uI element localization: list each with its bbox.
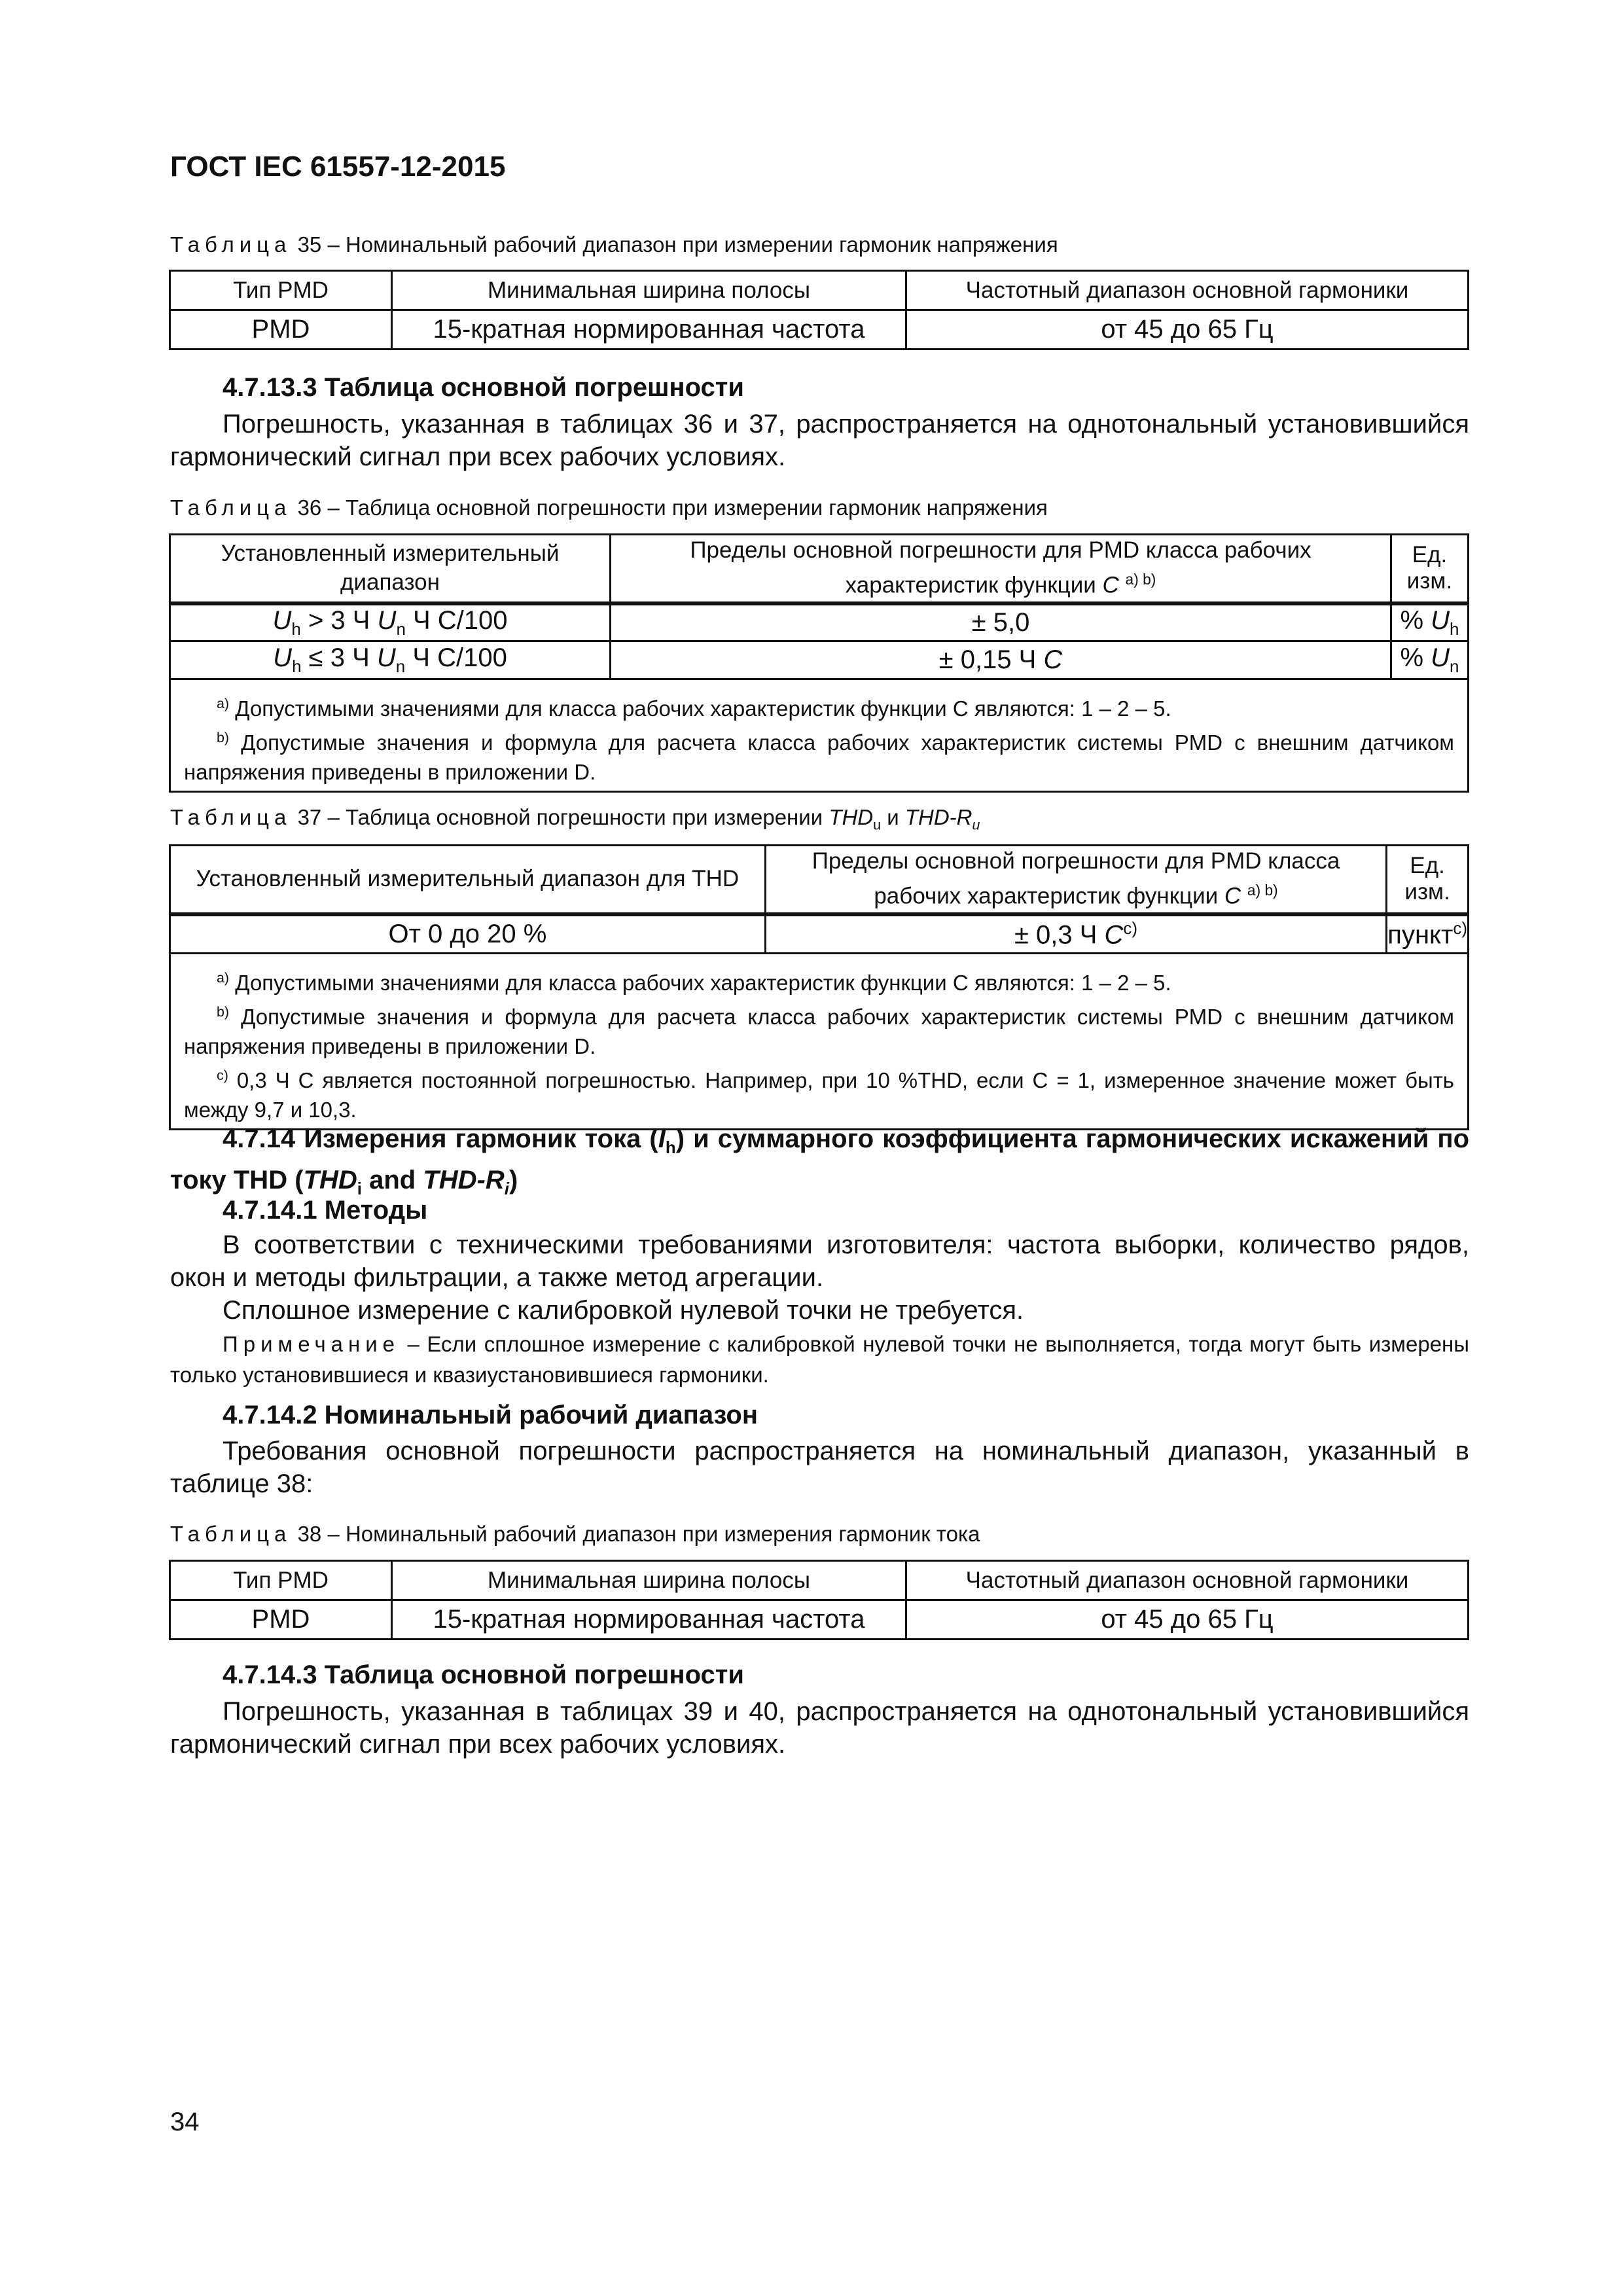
- table38-caption-word: Таблица: [170, 1522, 292, 1546]
- table35-header-bandwidth: Минимальная ширина полосы: [392, 271, 906, 310]
- table36-row2-range: [170, 641, 611, 679]
- table36-row1-range-u: U: [272, 605, 292, 635]
- table36-caption: [170, 495, 1048, 520]
- section-4-7-14-1-heading: 4.7.14.1 Методы: [223, 1196, 428, 1225]
- table36-header-limits-text: Пределы основной погрешности для PMD класса рабочих характеристик функции: [690, 537, 1311, 599]
- table36-footnote-a-mark: a): [217, 696, 230, 711]
- page-number: 34: [170, 2108, 200, 2136]
- table36-header-limits: [611, 535, 1391, 603]
- table36-row1-unit-u: U: [1431, 605, 1450, 635]
- section-4-7-14-heading-thdri: THD-R: [423, 1166, 505, 1194]
- table36-footnote-a: [184, 689, 1454, 723]
- table35-cell-freq: от 45 до 65 Гц: [906, 310, 1469, 350]
- table38-cell-bandwidth: 15-кратная нормированная частота: [392, 1600, 906, 1640]
- table37-footnote-a: [184, 963, 1454, 997]
- table37-footnotes: [170, 954, 1469, 1130]
- table36-row1-limit: ± 5,0: [611, 603, 1391, 641]
- section-4-7-14-heading: [170, 1122, 1469, 1205]
- table36-row2-range-sub: h: [292, 656, 302, 676]
- table37-footnote-b-mark: b): [217, 1004, 230, 1020]
- section-4-7-14-2-paragraph: Требования основной погрешности распространяется на номинальный диапазон, указанный в таблице 38:: [170, 1437, 1469, 1498]
- table37-header-limits-text: Пределы основной погрешности для PMD класса рабочих характеристик функции: [812, 848, 1340, 910]
- table38: [169, 1560, 1469, 1640]
- section-4-7-14-heading-thdi: THD: [303, 1166, 357, 1194]
- table36-row2-range-tail: Ч C/100: [405, 643, 507, 672]
- table36-footnote-b-text: Допустимые значения и формула для расчета класса рабочих характеристик системы PMD с внешним датчиком напряжения приведены в приложении D.: [184, 730, 1454, 784]
- table37-caption: [170, 805, 980, 834]
- table37-footnote-a-text: Допустимыми значениями для класса рабочих характеристик функции C являются: 1 – 2 – 5.: [235, 971, 1171, 995]
- table37-caption-thd: THD: [829, 805, 874, 829]
- table36: [169, 533, 1469, 793]
- table37-footnote-c-text: 0,3 Ч C является постоянной погрешностью. Например, при 10 %THD, если C = 1, измеренное значение может быть между 9,7 и 10,3.: [184, 1068, 1454, 1122]
- table37-caption-thd-sub: u: [873, 817, 882, 833]
- table37: [169, 844, 1469, 1130]
- table36-footnotes: [170, 679, 1469, 792]
- table37-caption-thdr-sub: u: [972, 817, 980, 833]
- table36-row1-range-tail: Ч C/100: [405, 605, 508, 635]
- table36-row2-range-sub2: n: [395, 656, 406, 676]
- section-4-7-14-heading-thdri-sub: i: [504, 1179, 509, 1198]
- table37-row1-limit-val: ± 0,3 Ч: [1014, 920, 1105, 950]
- section-4-7-14-heading-a: 4.7.14 Измерения гармоник тока (: [223, 1124, 658, 1153]
- section-4-7-14-heading-ih-sub: h: [665, 1138, 676, 1157]
- table36-footnote-a-text: Допустимыми значениями для класса рабочих характеристик функции C являются: 1 – 2 – 5.: [235, 696, 1171, 721]
- table37-caption-thdr: THD-R: [904, 805, 972, 829]
- section-4-7-14-heading-c: and: [361, 1166, 423, 1194]
- section-4-7-14-1-note-word: Примечание: [223, 1332, 401, 1356]
- table36-row2-limit: [611, 641, 1391, 679]
- table35-header-type: Тип PMD: [170, 271, 392, 310]
- table38-header-bandwidth: Минимальная ширина полосы: [392, 1561, 906, 1600]
- table36-row1-unit-pct: %: [1400, 605, 1431, 635]
- table35-caption-text: – Номинальный рабочий диапазон при измерении гармоник напряжения: [327, 232, 1058, 257]
- table38-caption-num: 38: [297, 1522, 322, 1546]
- table36-header-limits-sup: a) b): [1125, 571, 1156, 588]
- section-4-7-14-heading-b: ) и суммарного коэффициента гармонических искажений по току THD (: [170, 1124, 1469, 1194]
- table37-header-limits-var: C: [1224, 884, 1241, 910]
- table37-row1-unit-text: пункт: [1387, 920, 1454, 950]
- section-4-7-14-heading-d: ): [508, 1166, 518, 1194]
- table36-row2-unit: [1391, 641, 1469, 679]
- table36-row1-unit: [1391, 603, 1469, 641]
- table37-row1-unit: [1387, 914, 1469, 954]
- section-4-7-14-3-paragraph: Погрешность, указанная в таблицах 39 и 40, распространяется на однотональный установившийся гармонический сигнал при всех рабочих условиях.: [170, 1697, 1469, 1759]
- table36-footnote-b: [184, 723, 1454, 787]
- section-4-7-14-1-para1: В соответствии с техническими требованиями изготовителя: частота выборки, количество рядов, окон и методы фильтрации, а также метод агрегации.: [170, 1230, 1469, 1292]
- section-4-7-14-heading-ih: I: [658, 1124, 666, 1153]
- table38-caption: [170, 1522, 980, 1547]
- table35-caption: [170, 232, 1058, 257]
- table37-row1-limit-var: C: [1104, 920, 1124, 950]
- section-4-7-14-1-para2: Сплошное измерение с калибровкой нулевой точки не требуется.: [223, 1296, 1024, 1325]
- section-4-7-14-2-heading: 4.7.14.2 Номинальный рабочий диапазон: [223, 1401, 758, 1429]
- table37-row1-limit: [765, 914, 1387, 954]
- table37-footnote-c: [184, 1061, 1454, 1124]
- table35-caption-word: Таблица: [170, 232, 292, 257]
- table37-caption-word: Таблица: [170, 805, 292, 829]
- table37-footnote-b-text: Допустимые значения и формула для расчета класса рабочих характеристик системы PMD с внешним датчиком напряжения приведены в приложении D.: [184, 1005, 1454, 1058]
- table36-row2-unit-sub: n: [1450, 656, 1459, 676]
- table36-caption-word: Таблица: [170, 495, 292, 520]
- table38-cell-freq: от 45 до 65 Гц: [906, 1600, 1469, 1640]
- table36-row2-range-u2: U: [376, 643, 396, 672]
- table36-row1-unit-sub: h: [1450, 619, 1459, 639]
- table36-row2-unit-pct: %: [1400, 643, 1431, 672]
- document-header: ГОСТ IEC 61557-12-2015: [170, 151, 506, 183]
- table36-row2-range-u: U: [273, 643, 293, 672]
- table37-row1-limit-sup: c): [1123, 918, 1138, 939]
- table37-row1-range: От 0 до 20 %: [170, 914, 766, 954]
- table38-header-type: Тип PMD: [170, 1561, 392, 1600]
- table37-header-unit: Ед. изм.: [1387, 846, 1469, 914]
- table35: [169, 270, 1469, 350]
- table38-caption-text: – Номинальный рабочий диапазон при измерения гармоник тока: [327, 1522, 980, 1546]
- table36-row1-range-sub2: n: [396, 619, 406, 639]
- section-4-7-13-3-paragraph: Погрешность, указанная в таблицах 36 и 37, распространяется на однотональный установившийся гармонический сигнал при всех рабочих условиях.: [170, 410, 1469, 471]
- table36-row1-range-op: > 3 Ч: [300, 605, 378, 635]
- table37-caption-and: и: [881, 805, 905, 829]
- table36-row2-unit-u: U: [1431, 643, 1450, 672]
- table38-header-freq: Частотный диапазон основной гармоники: [906, 1561, 1469, 1600]
- table35-cell-type: PMD: [170, 310, 392, 350]
- table36-row2-range-op: ≤ 3 Ч: [301, 643, 377, 672]
- table37-header-range: Установленный измерительный диапазон для THD: [170, 846, 766, 914]
- table36-row2-limit-var: C: [1043, 645, 1063, 674]
- table35-header-freq: Частотный диапазон основной гармоники: [906, 271, 1469, 310]
- table37-footnote-b: [184, 997, 1454, 1061]
- table36-caption-text: – Таблица основной погрешности при измерении гармоник напряжения: [327, 495, 1048, 520]
- table37-caption-num: 37: [297, 805, 322, 829]
- table37-footnote-c-mark: c): [217, 1067, 228, 1083]
- table37-footnote-a-mark: a): [217, 970, 230, 986]
- table35-caption-num: 35: [297, 232, 322, 257]
- table36-header-limits-var: C: [1102, 573, 1119, 599]
- table35-cell-bandwidth: 15-кратная нормированная частота: [392, 310, 906, 350]
- table37-row1-unit-sup: c): [1453, 918, 1467, 939]
- table36-row1-range-u2: U: [377, 605, 397, 635]
- table37-header-limits: [765, 846, 1387, 914]
- table36-footnote-b-mark: b): [217, 730, 230, 745]
- table36-header-range: Установленный измерительный диапазон: [170, 535, 611, 603]
- section-4-7-14-1-note-text: – Если сплошное измерение с калибровкой нулевой точки не выполняется, тогда могут быть измерены только установившиеся и квазиустановившиеся гармоники.: [170, 1332, 1469, 1387]
- section-4-7-14-heading-thdi-sub: i: [357, 1179, 362, 1198]
- table36-row1-range: [170, 603, 611, 641]
- section-4-7-14-3-heading: 4.7.14.3 Таблица основной погрешности: [223, 1660, 744, 1689]
- table36-row2-limit-val: ± 0,15 Ч: [938, 645, 1044, 674]
- table37-caption-text: – Таблица основной погрешности при измерении: [327, 805, 823, 829]
- table36-row1-range-sub: h: [291, 619, 301, 639]
- table36-caption-num: 36: [297, 495, 322, 520]
- table37-header-limits-sup: a) b): [1247, 882, 1278, 899]
- table38-cell-type: PMD: [170, 1600, 392, 1640]
- section-4-7-13-3-heading: 4.7.13.3 Таблица основной погрешности: [223, 373, 744, 402]
- section-4-7-14-1-note: [170, 1329, 1469, 1390]
- table36-header-unit: Ед. изм.: [1391, 535, 1469, 603]
